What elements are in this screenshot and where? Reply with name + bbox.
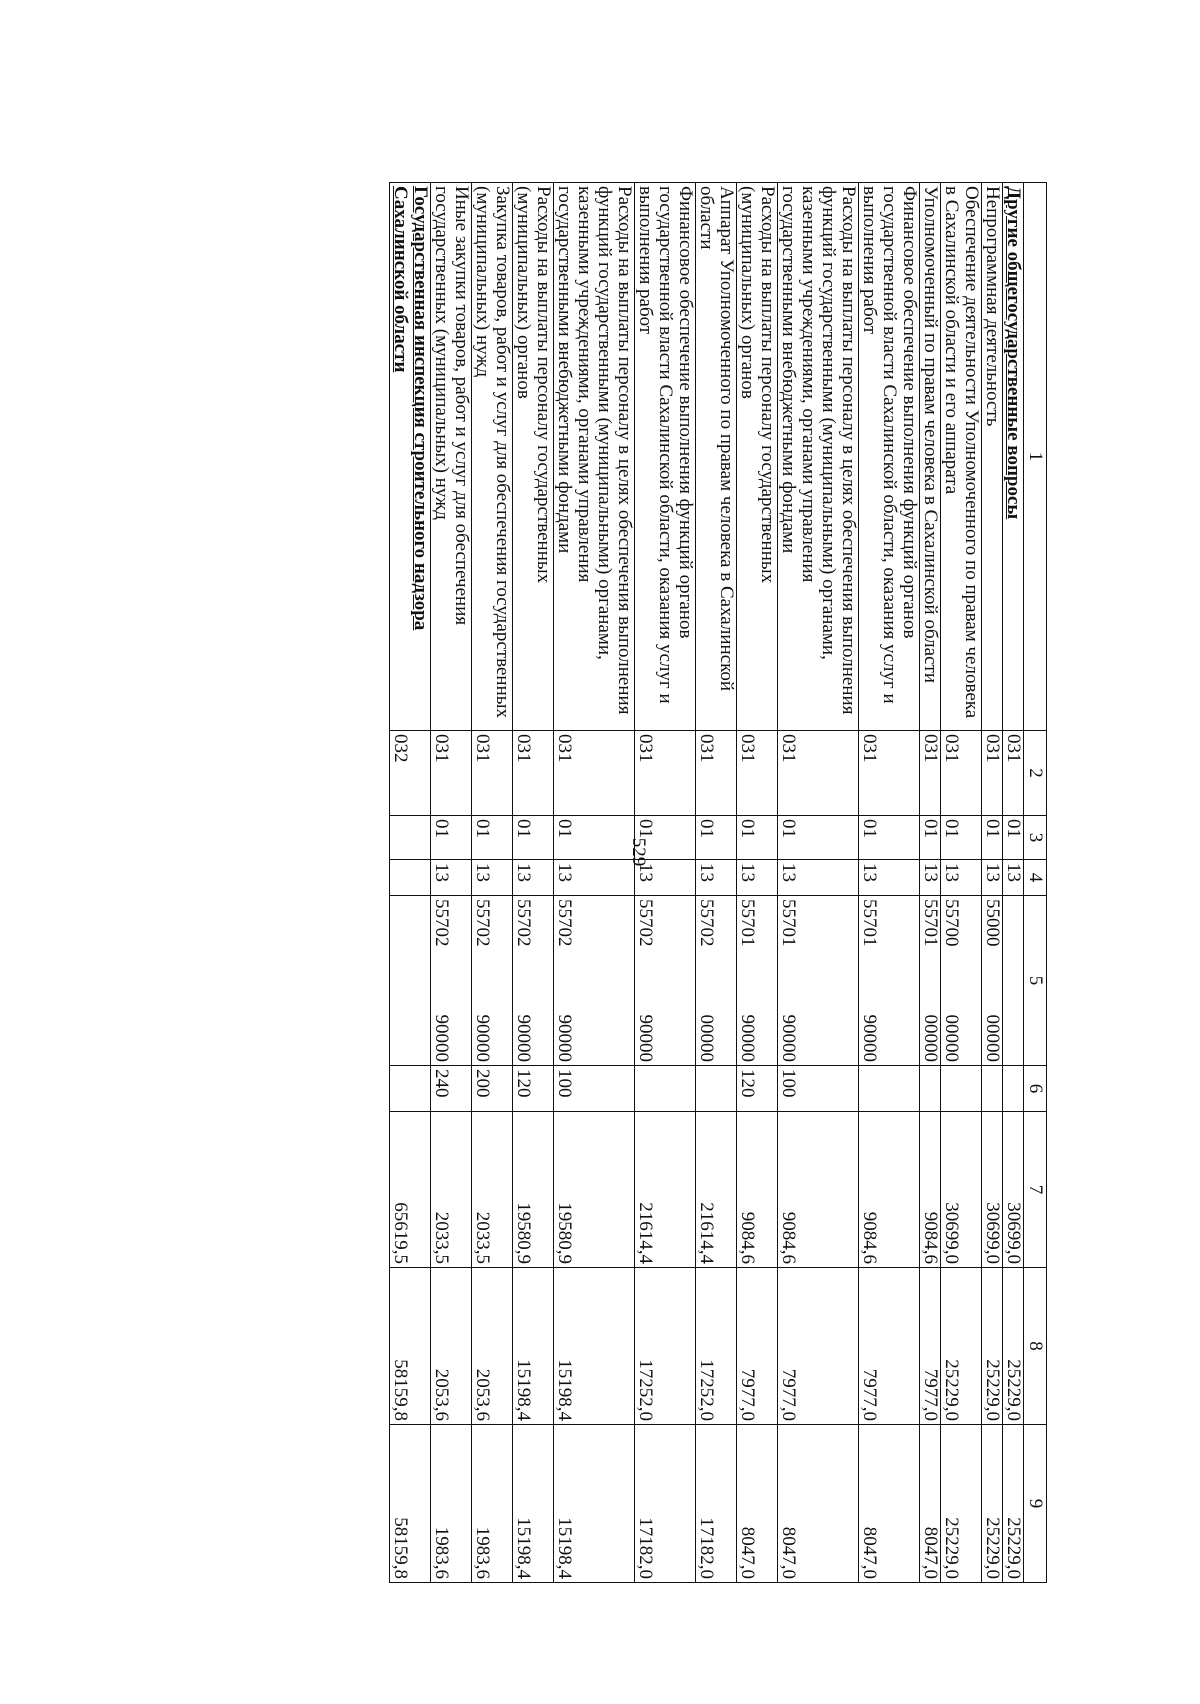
amount-year3-cell: 17182,0 <box>696 1425 737 1583</box>
amount-year3-cell: 8047,0 <box>920 1425 941 1583</box>
ministry-code-cell: 031 <box>778 731 859 816</box>
subsection-code-cell: 13 <box>635 860 696 896</box>
expense-name-cell: Уполномоченный по правам человека в Сахалинской области <box>920 183 941 731</box>
page-number: 529 <box>628 837 649 867</box>
expense-type-cell: 100 <box>778 1066 859 1112</box>
expense-type-cell <box>1003 1066 1024 1112</box>
column-header: 8 <box>1024 1268 1047 1425</box>
target-article-program-code: 55702 <box>635 899 656 947</box>
section-code-cell: 01 <box>635 816 696 860</box>
column-header-row <box>1024 183 1047 1583</box>
ministry-code-cell: 031 <box>920 731 941 816</box>
subsection-code-cell: 13 <box>941 860 982 896</box>
expense-name-cell: Обеспечение деятельности Уполномоченного по правам человека в Сахалинской области и его аппарата <box>941 183 982 731</box>
target-article-cell <box>1003 896 1024 1066</box>
subsection-code-cell: 13 <box>554 860 635 896</box>
amount-year3-cell: 1983,6 <box>431 1425 472 1583</box>
expense-name-cell: Финансовое обеспечение выполнения функций органов государственной власти Сахалинской области, оказания услуг и выполнения работ <box>635 183 696 731</box>
amount-year2-cell: 7977,0 <box>859 1268 920 1425</box>
amount-year2-cell: 2053,6 <box>431 1268 472 1425</box>
target-article-direction-code: 90000 <box>778 1014 799 1062</box>
table-body <box>390 183 1024 1583</box>
expense-type-cell <box>696 1066 737 1112</box>
amount-year1-cell: 9084,6 <box>920 1112 941 1268</box>
target-article-cell <box>737 896 778 1066</box>
amount-year3-cell: 58159,8 <box>390 1425 431 1583</box>
target-article-cell <box>941 896 982 1066</box>
target-article-program-code: 55000 <box>982 899 1003 947</box>
table-row <box>737 183 778 1583</box>
column-header: 4 <box>1024 860 1047 896</box>
amount-year1-cell: 30699,0 <box>941 1112 982 1268</box>
section-code-cell: 01 <box>696 816 737 860</box>
target-article-direction-code: 90000 <box>635 1014 656 1062</box>
amount-year3-cell: 25229,0 <box>1003 1425 1024 1583</box>
table-row <box>696 183 737 1583</box>
target-article-program-code: 55701 <box>737 899 758 947</box>
target-article-program-code: 55702 <box>696 899 717 947</box>
amount-year2-cell: 2053,6 <box>472 1268 513 1425</box>
amount-year3-cell: 1983,6 <box>472 1425 513 1583</box>
amount-year3-cell: 15198,4 <box>554 1425 635 1583</box>
target-article-program-code: 55701 <box>920 899 941 947</box>
expense-type-cell: 240 <box>431 1066 472 1112</box>
amount-year2-cell: 15198,4 <box>513 1268 554 1425</box>
ministry-code-cell: 031 <box>635 731 696 816</box>
subsection-code-cell: 13 <box>696 860 737 896</box>
subsection-code-cell: 13 <box>859 860 920 896</box>
target-article-direction-code: 90000 <box>472 1014 493 1062</box>
amount-year2-cell: 25229,0 <box>941 1268 982 1425</box>
amount-year1-cell: 9084,6 <box>859 1112 920 1268</box>
table-row <box>982 183 1003 1583</box>
expense-type-cell <box>941 1066 982 1112</box>
table-row <box>554 183 635 1583</box>
section-code-cell <box>390 816 431 860</box>
table-row <box>941 183 982 1583</box>
expense-type-cell: 120 <box>513 1066 554 1112</box>
amount-year1-cell: 2033,5 <box>431 1112 472 1268</box>
expense-name-cell: Расходы на выплаты персоналу государственных (муниципальных) органов <box>737 183 778 731</box>
target-article-cell <box>554 896 635 1066</box>
expense-name-cell: Расходы на выплаты персоналу в целях обеспечения выполнения функций государственными (муниципальными) органами, казенными учреждениями, органами управления государственными внебюджетными фондами <box>554 183 635 731</box>
amount-year2-cell: 25229,0 <box>982 1268 1003 1425</box>
expense-type-cell: 120 <box>737 1066 778 1112</box>
ministry-code-cell: 031 <box>859 731 920 816</box>
expense-name-cell: Государственная инспекция строительного надзора Сахалинской области <box>390 183 431 731</box>
column-header: 7 <box>1024 1112 1047 1268</box>
amount-year2-cell: 17252,0 <box>635 1268 696 1425</box>
amount-year2-cell: 25229,0 <box>1003 1268 1024 1425</box>
amount-year2-cell: 7977,0 <box>737 1268 778 1425</box>
subsection-code-cell: 13 <box>982 860 1003 896</box>
amount-year2-cell: 7977,0 <box>920 1268 941 1425</box>
amount-year1-cell: 2033,5 <box>472 1112 513 1268</box>
amount-year3-cell: 25229,0 <box>982 1425 1003 1583</box>
ministry-code-cell: 031 <box>941 731 982 816</box>
ministry-code-cell: 031 <box>431 731 472 816</box>
target-article-program-code: 55702 <box>431 899 452 947</box>
target-article-direction-code: 00000 <box>982 1014 1003 1062</box>
target-article-program-code: 55702 <box>513 899 534 947</box>
amount-year2-cell: 15198,4 <box>554 1268 635 1425</box>
column-header: 9 <box>1024 1425 1047 1583</box>
section-code-cell: 01 <box>1003 816 1024 860</box>
target-article-program-code: 55701 <box>859 899 880 947</box>
target-article-direction-code: 90000 <box>554 1014 575 1062</box>
expense-type-cell <box>920 1066 941 1112</box>
target-article-cell <box>513 896 554 1066</box>
amount-year3-cell: 25229,0 <box>941 1425 982 1583</box>
ministry-code-cell: 031 <box>1003 731 1024 816</box>
target-article-cell <box>431 896 472 1066</box>
expense-name-cell: Другие общегосударственные вопросы <box>1003 183 1024 731</box>
target-article-direction-code: 00000 <box>920 1014 941 1062</box>
amount-year1-cell: 30699,0 <box>982 1112 1003 1268</box>
target-article-cell <box>859 896 920 1066</box>
column-header: 6 <box>1024 1066 1047 1112</box>
expense-type-cell <box>859 1066 920 1112</box>
expense-name-cell: Закупка товаров, работ и услуг для обеспечения государственных (муниципальных) нужд <box>472 183 513 731</box>
target-article-direction-code: 90000 <box>859 1014 880 1062</box>
section-code-cell: 01 <box>982 816 1003 860</box>
ministry-code-cell: 031 <box>982 731 1003 816</box>
section-code-cell: 01 <box>513 816 554 860</box>
target-article-program-code: 55701 <box>778 899 799 947</box>
table-row <box>472 183 513 1583</box>
amount-year1-cell: 30699,0 <box>1003 1112 1024 1268</box>
amount-year1-cell: 21614,4 <box>635 1112 696 1268</box>
amount-year1-cell: 19580,9 <box>554 1112 635 1268</box>
target-article-program-code: 55702 <box>554 899 575 947</box>
section-code-cell: 01 <box>778 816 859 860</box>
ministry-code-cell: 031 <box>513 731 554 816</box>
rotated-table-wrapper <box>389 182 1047 1582</box>
column-header: 2 <box>1024 731 1047 816</box>
target-article-cell <box>778 896 859 1066</box>
expense-type-cell: 200 <box>472 1066 513 1112</box>
amount-year2-cell: 58159,8 <box>390 1268 431 1425</box>
amount-year1-cell: 21614,4 <box>696 1112 737 1268</box>
column-header: 5 <box>1024 896 1047 1066</box>
amount-year1-cell: 9084,6 <box>737 1112 778 1268</box>
target-article-direction-code: 90000 <box>431 1014 452 1062</box>
section-code-cell: 01 <box>920 816 941 860</box>
subsection-code-cell: 13 <box>513 860 554 896</box>
expense-type-cell <box>635 1066 696 1112</box>
expense-name-cell: Аппарат Уполномоченного по правам человека в Сахалинской области <box>696 183 737 731</box>
target-article-cell <box>390 896 431 1066</box>
ministry-code-cell: 032 <box>390 731 431 816</box>
table-row <box>920 183 941 1583</box>
amount-year2-cell: 7977,0 <box>778 1268 859 1425</box>
target-article-direction-code: 90000 <box>737 1014 758 1062</box>
target-article-cell <box>635 896 696 1066</box>
section-code-cell: 01 <box>941 816 982 860</box>
table-row <box>390 183 431 1583</box>
target-article-program-code: 55702 <box>472 899 493 947</box>
subsection-code-cell: 13 <box>778 860 859 896</box>
expense-type-cell <box>982 1066 1003 1112</box>
subsection-code-cell: 13 <box>1003 860 1024 896</box>
ministry-code-cell: 031 <box>696 731 737 816</box>
table-row <box>431 183 472 1583</box>
ministry-code-cell: 031 <box>554 731 635 816</box>
expense-name-cell: Финансовое обеспечение выполнения функций органов государственной власти Сахалинской области, оказания услуг и выполнения работ <box>859 183 920 731</box>
section-code-cell: 01 <box>859 816 920 860</box>
table-row <box>778 183 859 1583</box>
target-article-program-code: 55700 <box>941 899 962 947</box>
target-article-direction-code: 00000 <box>941 1014 962 1062</box>
column-header: 3 <box>1024 816 1047 860</box>
amount-year1-cell: 19580,9 <box>513 1112 554 1268</box>
section-code-cell: 01 <box>554 816 635 860</box>
table-row <box>635 183 696 1583</box>
column-header: 1 <box>1024 183 1047 731</box>
subsection-code-cell: 13 <box>737 860 778 896</box>
amount-year1-cell: 9084,6 <box>778 1112 859 1268</box>
table-row <box>859 183 920 1583</box>
expense-name-cell: Расходы на выплаты персоналу государственных (муниципальных) органов <box>513 183 554 731</box>
section-code-cell: 01 <box>472 816 513 860</box>
table-row <box>1003 183 1024 1583</box>
expense-name-cell: Иные закупки товаров, работ и услуг для обеспечения государственных (муниципальных) нужд <box>431 183 472 731</box>
expense-name-cell: Непрограммная деятельность <box>982 183 1003 731</box>
ministry-code-cell: 031 <box>737 731 778 816</box>
target-article-cell <box>696 896 737 1066</box>
expense-type-cell: 100 <box>554 1066 635 1112</box>
amount-year3-cell: 15198,4 <box>513 1425 554 1583</box>
expense-type-cell <box>390 1066 431 1112</box>
subsection-code-cell: 13 <box>472 860 513 896</box>
amount-year2-cell: 17252,0 <box>696 1268 737 1425</box>
target-article-cell <box>472 896 513 1066</box>
budget-table <box>389 182 1047 1583</box>
target-article-cell <box>982 896 1003 1066</box>
ministry-code-cell: 031 <box>472 731 513 816</box>
amount-year3-cell: 8047,0 <box>859 1425 920 1583</box>
table-row <box>513 183 554 1583</box>
amount-year3-cell: 8047,0 <box>737 1425 778 1583</box>
subsection-code-cell <box>390 860 431 896</box>
section-code-cell: 01 <box>431 816 472 860</box>
target-article-cell <box>920 896 941 1066</box>
target-article-direction-code: 90000 <box>513 1014 534 1062</box>
subsection-code-cell: 13 <box>920 860 941 896</box>
expense-name-cell: Расходы на выплаты персоналу в целях обеспечения выполнения функций государственными (муниципальными) органами, казенными учреждениями, органами управления государственными внебюджетными фондами <box>778 183 859 731</box>
amount-year3-cell: 8047,0 <box>778 1425 859 1583</box>
amount-year1-cell: 65619,5 <box>390 1112 431 1268</box>
section-code-cell: 01 <box>737 816 778 860</box>
amount-year3-cell: 17182,0 <box>635 1425 696 1583</box>
target-article-direction-code: 00000 <box>696 1014 717 1062</box>
subsection-code-cell: 13 <box>431 860 472 896</box>
